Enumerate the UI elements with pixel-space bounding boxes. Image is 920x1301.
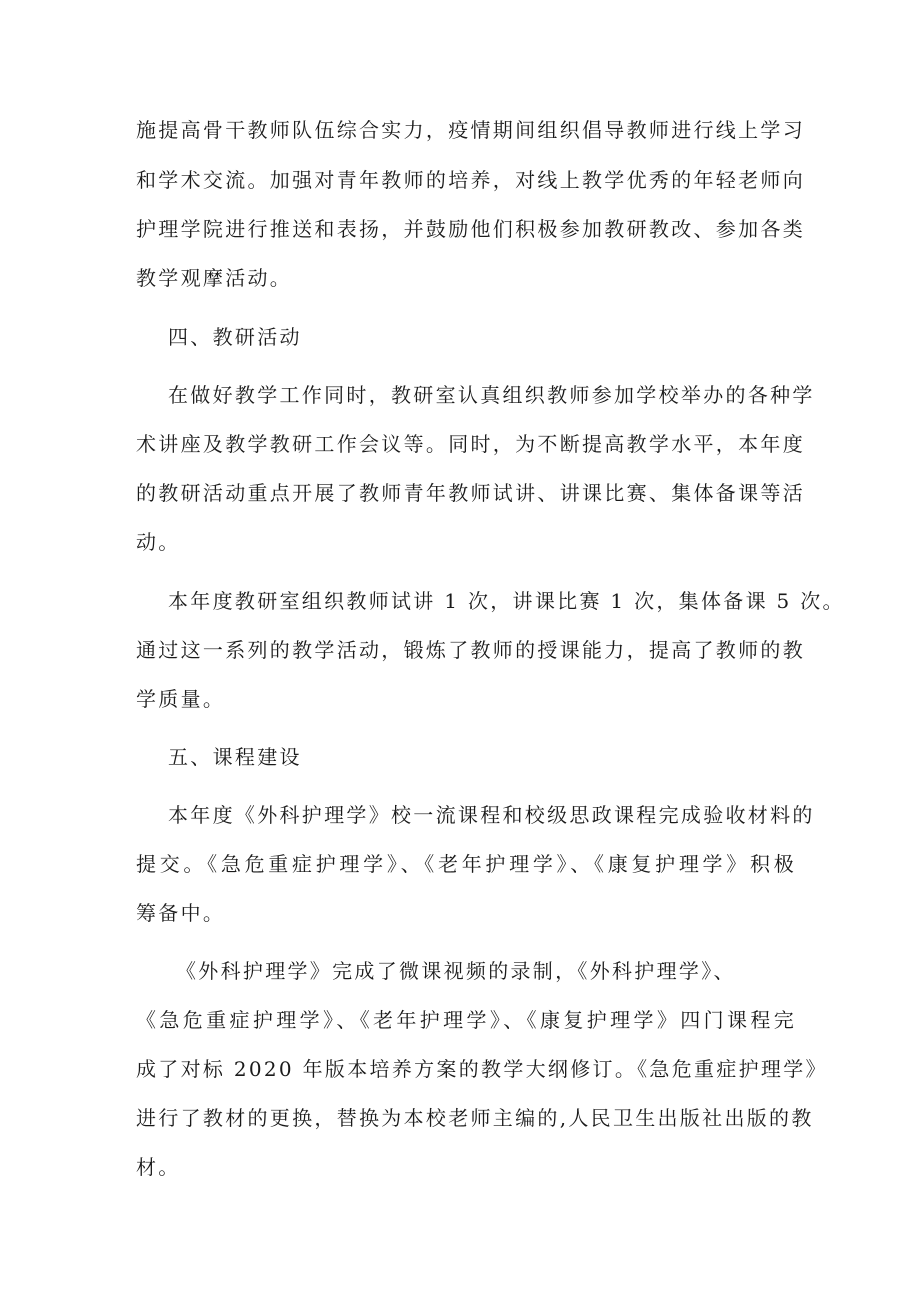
paragraph-line: 术讲座及教学教研工作会议等。同时，为不断提高教学水平，本年度 [136, 432, 805, 456]
paragraph-line: 学质量。 [136, 687, 226, 711]
paragraph-line: 《外科护理学》完成了微课视频的录制，《外科护理学》、 [176, 959, 736, 983]
paragraph-line: 本年度教研室组织教师试讲 1 次，讲课比赛 1 次，集体备课 5 次。 [168, 589, 845, 613]
paragraph-line: 和学术交流。加强对青年教师的培养，对线上教学优秀的年轻老师向 [136, 168, 805, 192]
paragraph-line: 护理学院进行推送和表扬，并鼓励他们积极参加教研教改、参加各类 [136, 217, 805, 241]
paragraph-line: 《急危重症护理学》、《老年护理学》、《康复护理学》四门课程完 [136, 1008, 796, 1032]
paragraph-line: 在做好教学工作同时，教研室认真组织教师参加学校举办的各种学 [168, 383, 815, 407]
section-heading: 五、课程建设 [168, 745, 302, 769]
paragraph-line: 提交。《急危重症护理学》、《老年护理学》、《康复护理学》积极 [136, 852, 796, 876]
paragraph-line: 通过这一系列的教学活动，锻炼了教师的授课能力，提高了教师的教 [136, 638, 805, 662]
paragraph-line: 进行了教材的更换，替换为本校老师主编的,人民卫生出版社出版的教 [136, 1106, 814, 1130]
paragraph-line: 材。 [136, 1155, 181, 1179]
paragraph-line: 动。 [136, 530, 181, 554]
paragraph-line: 教学观摩活动。 [136, 266, 293, 290]
paragraph-line: 本年度《外科护理学》校一流课程和校级思政课程完成验收材料的 [168, 803, 815, 827]
section-heading: 四、教研活动 [168, 325, 302, 349]
paragraph-line: 的教研活动重点开展了教师青年教师试讲、讲课比赛、集体备课等活 [136, 481, 805, 505]
paragraph-line: 成了对标 2020 年版本培养方案的教学大纲修订。《急危重症护理学》 [136, 1057, 828, 1081]
paragraph-line: 筹备中。 [136, 901, 226, 925]
paragraph-line: 施提高骨干教师队伍综合实力，疫情期间组织倡导教师进行线上学习 [136, 118, 805, 142]
